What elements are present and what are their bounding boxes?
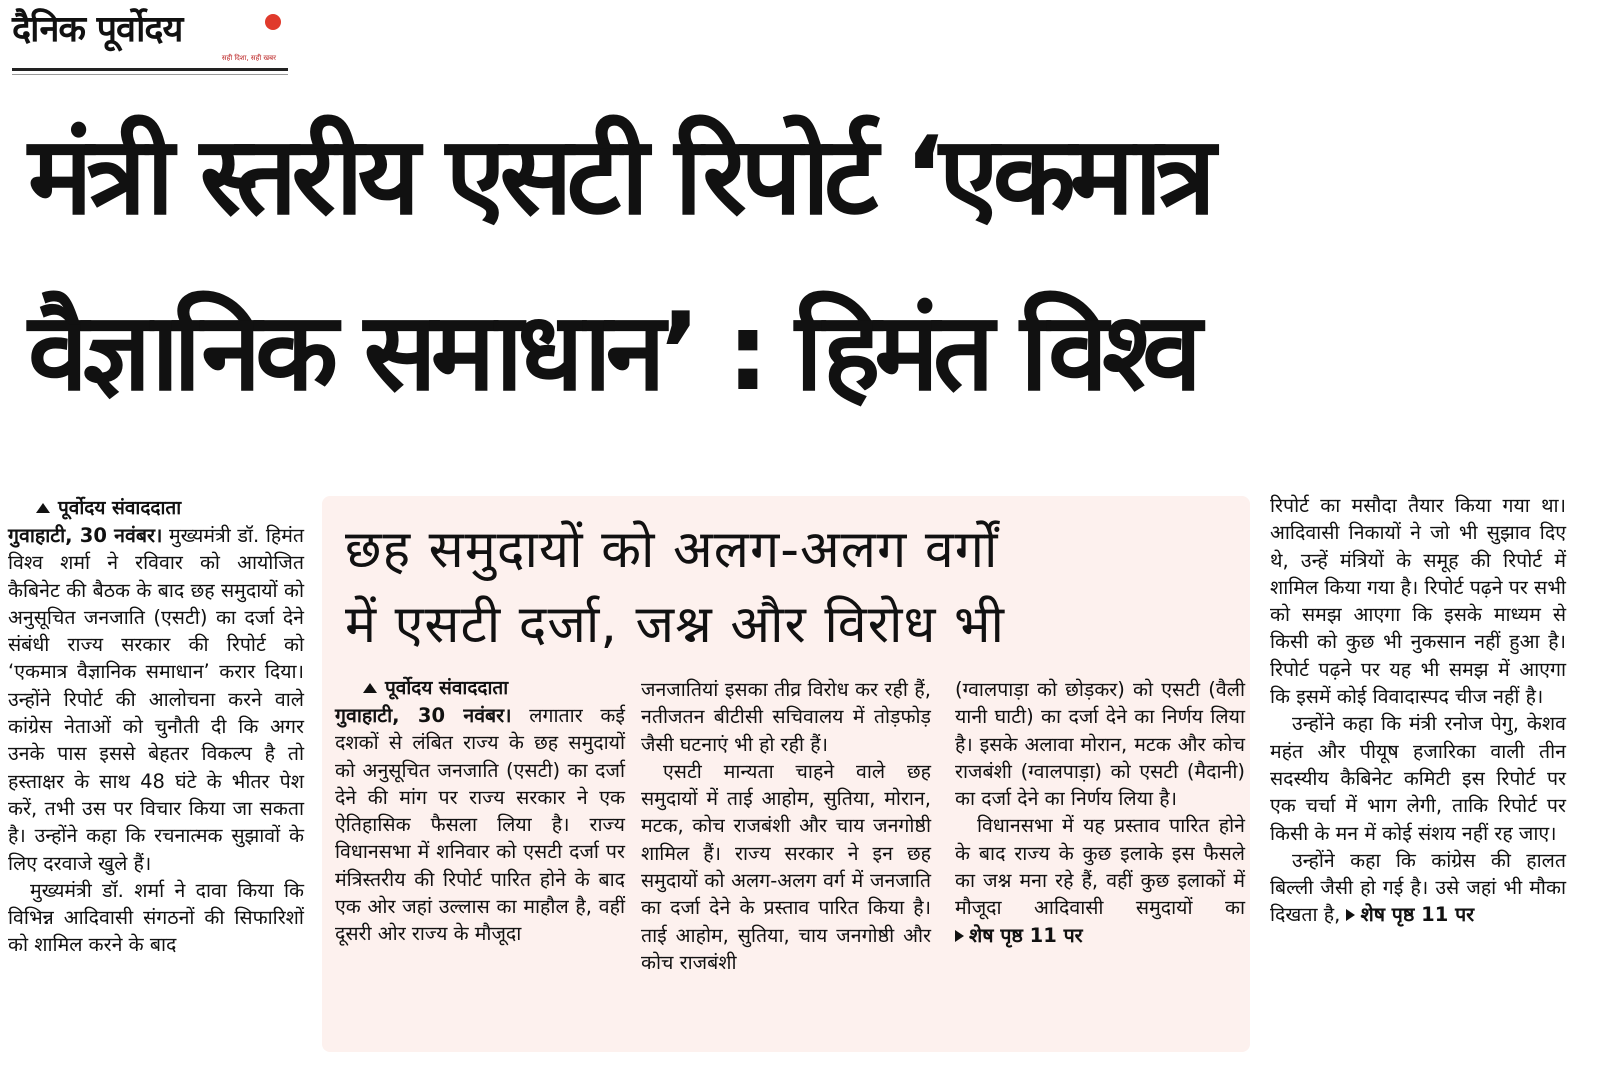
story2-column-2 bbox=[641, 676, 931, 976]
masthead-tagline: सही दिशा, सही खबर bbox=[221, 54, 276, 62]
headline-line-1: मंत्री स्तरीय एसटी रिपोर्ट ‘एकमात्र bbox=[28, 114, 1210, 239]
story1-byline: पूर्वोदय संवाददाता bbox=[8, 496, 304, 520]
story1-paragraph: रिपोर्ट का मसौदा तैयार किया गया था। आदिवासी निकायों ने जो भी सुझाव दिए थे, उन्हें मंत्रियों के समूह की रिपोर्ट में शामिल किया गया है। रिपोर्ट पढ़ने पर सभी को समझ आएगा कि इसके माध्यम से किसी को कुछ भी नुकसान नहीं हुआ है। रिपोर्ट पढ़ने पर यह भी समझ में आएगा कि इसमें कोई विवादास्पद चीज नहीं है। bbox=[1270, 494, 1566, 709]
story1-paragraph: मुख्यमंत्री डॉ. शर्मा ने दावा किया कि विभिन्न आदिवासी संगठनों की सिफारिशों को शामिल करने के बाद bbox=[8, 878, 304, 957]
story2-byline: पूर्वोदय संवाददाता bbox=[335, 676, 625, 700]
arrow-right-icon bbox=[1346, 909, 1355, 921]
arrow-right-icon bbox=[955, 930, 964, 942]
story1-column-2 bbox=[1270, 492, 1566, 929]
headline-line-2: वैज्ञानिक समाधान’ : हिमंत विश्व bbox=[28, 290, 1197, 415]
story2-subhead-line-1: छह समुदायों को अलग-अलग वर्गों bbox=[345, 520, 999, 580]
story1-paragraph: गुवाहाटी, 30 नवंबर। मुख्यमंत्री डॉ. हिमंत विश्व शर्मा ने रविवार को आयोजित कैबिनेट की बैठक के बाद छह समुदायों को अनुसूचित जनजाति (एसटी) का दर्जा देने संबंधी राज्य सरकार की रिपोर्ट को ‘एकमात्र वैज्ञानिक समाधान’ करार दिया। उन्होंने रिपोर्ट की आलोचना करने वाले कांग्रेस नेताओं को चुनौती दी कि अगर उनके पास इससे बेहतर विकल्प है तो हस्ताक्षर के साथ 48 घंटे के भीतर पेश करें, तभी उस पर विचार किया जा सकता है। उन्होंने कहा कि रचनात्मक सुझावों के लिए दरवाजे खुले हैं। bbox=[8, 524, 304, 875]
story1-paragraph: उन्होंने कहा कि मंत्री रनोज पेगु, केशव महंत और पीयूष हजारिका वाली तीन सदस्यीय कैबिनेट कमिटी इस रिपोर्ट पर एक चर्चा में भाग लेगी, ताकि रिपोर्ट पर किसी के मन में कोई संशय नहीं रह जाए। bbox=[1270, 712, 1566, 845]
story2-paragraph: एसटी मान्यता चाहने वाले छह समुदायों में ताई आहोम, सुतिया, मोरान, मटक, कोच राजबंशी और चाय जनगोष्ठी शामिल हैं। राज्य सरकार ने इन छह समुदायों को अलग-अलग वर्ग में जनजाति का दर्जा देने के प्रस्ताव पारित किया है। ताई आहोम, सुतिया, चाय जनगोष्ठी और कोच राजबंशी bbox=[641, 759, 931, 974]
story2-column-3 bbox=[955, 676, 1245, 949]
story1-column-1 bbox=[8, 496, 304, 959]
story2-paragraph: जनजातियां इसका तीव्र विरोध कर रही हैं, नतीजतन बीटीसी सचिवालय में तोड़फोड़ जैसी घटनाएं भी हो रही हैं। bbox=[641, 678, 931, 756]
story2-dateline: गुवाहाटी, 30 नवंबर। bbox=[335, 704, 512, 727]
triangle-icon bbox=[36, 503, 50, 513]
story1-dateline: गुवाहाटी, 30 नवंबर। bbox=[8, 524, 163, 547]
story1-continued-link[interactable]: शेष पृष्ठ 11 पर bbox=[1346, 903, 1474, 926]
logo-dot-icon bbox=[265, 14, 281, 30]
story2-subhead-line-2: में एसटी दर्जा, जश्न और विरोध भी bbox=[345, 595, 1005, 655]
story2-paragraph: गुवाहाटी, 30 नवंबर। लगातार कई दशकों से लंबित राज्य के छह समुदायों को अनुसूचित जनजाति (एसटी) का दर्जा देने की मांग पर राज्य सरकार ने एक ऐतिहासिक फैसला लिया है। राज्य विधानसभा में शनिवार को एसटी दर्जा पर मंत्रिस्तरीय की रिपोर्ट पारित होने के बाद एक ओर जहां उल्लास का माहौल है, वहीं दूसरी ओर राज्य के मौजूदा bbox=[335, 704, 625, 946]
story2-column-1 bbox=[335, 676, 625, 948]
story2-paragraph: विधानसभा में यह प्रस्ताव पारित होने के बाद राज्य के कुछ इलाके इस फैसले का जश्न मना रहे हैं, वहीं कुछ इलाकों में मौजूदा आदिवासी समुदायों का शेष पृष्ठ 11 पर bbox=[955, 814, 1245, 947]
masthead-rule bbox=[12, 68, 288, 71]
story2-paragraph: (ग्वालपाड़ा को छोड़कर) को एसटी (वैली यानी घाटी) का दर्जा देने का निर्णय लिया है। इसके अलावा मोरान, मटक और कोच राजबंशी (ग्वालपाड़ा) को एसटी (मैदानी) का दर्जा देने का निर्णय लिया है। bbox=[955, 678, 1245, 811]
masthead-rule-thin bbox=[12, 74, 288, 75]
story2-continued-link[interactable]: शेष पृष्ठ 11 पर bbox=[955, 924, 1083, 947]
triangle-icon bbox=[363, 683, 377, 693]
masthead-logo: दैनिक पूर्वोदय bbox=[12, 9, 183, 50]
masthead bbox=[12, 8, 282, 70]
story1-paragraph: उन्होंने कहा कि कांग्रेस की हालत बिल्ली जैसी हो गई है। उसे जहां भी मौका दिखता है, शेष पृष्ठ 11 पर bbox=[1270, 848, 1566, 927]
